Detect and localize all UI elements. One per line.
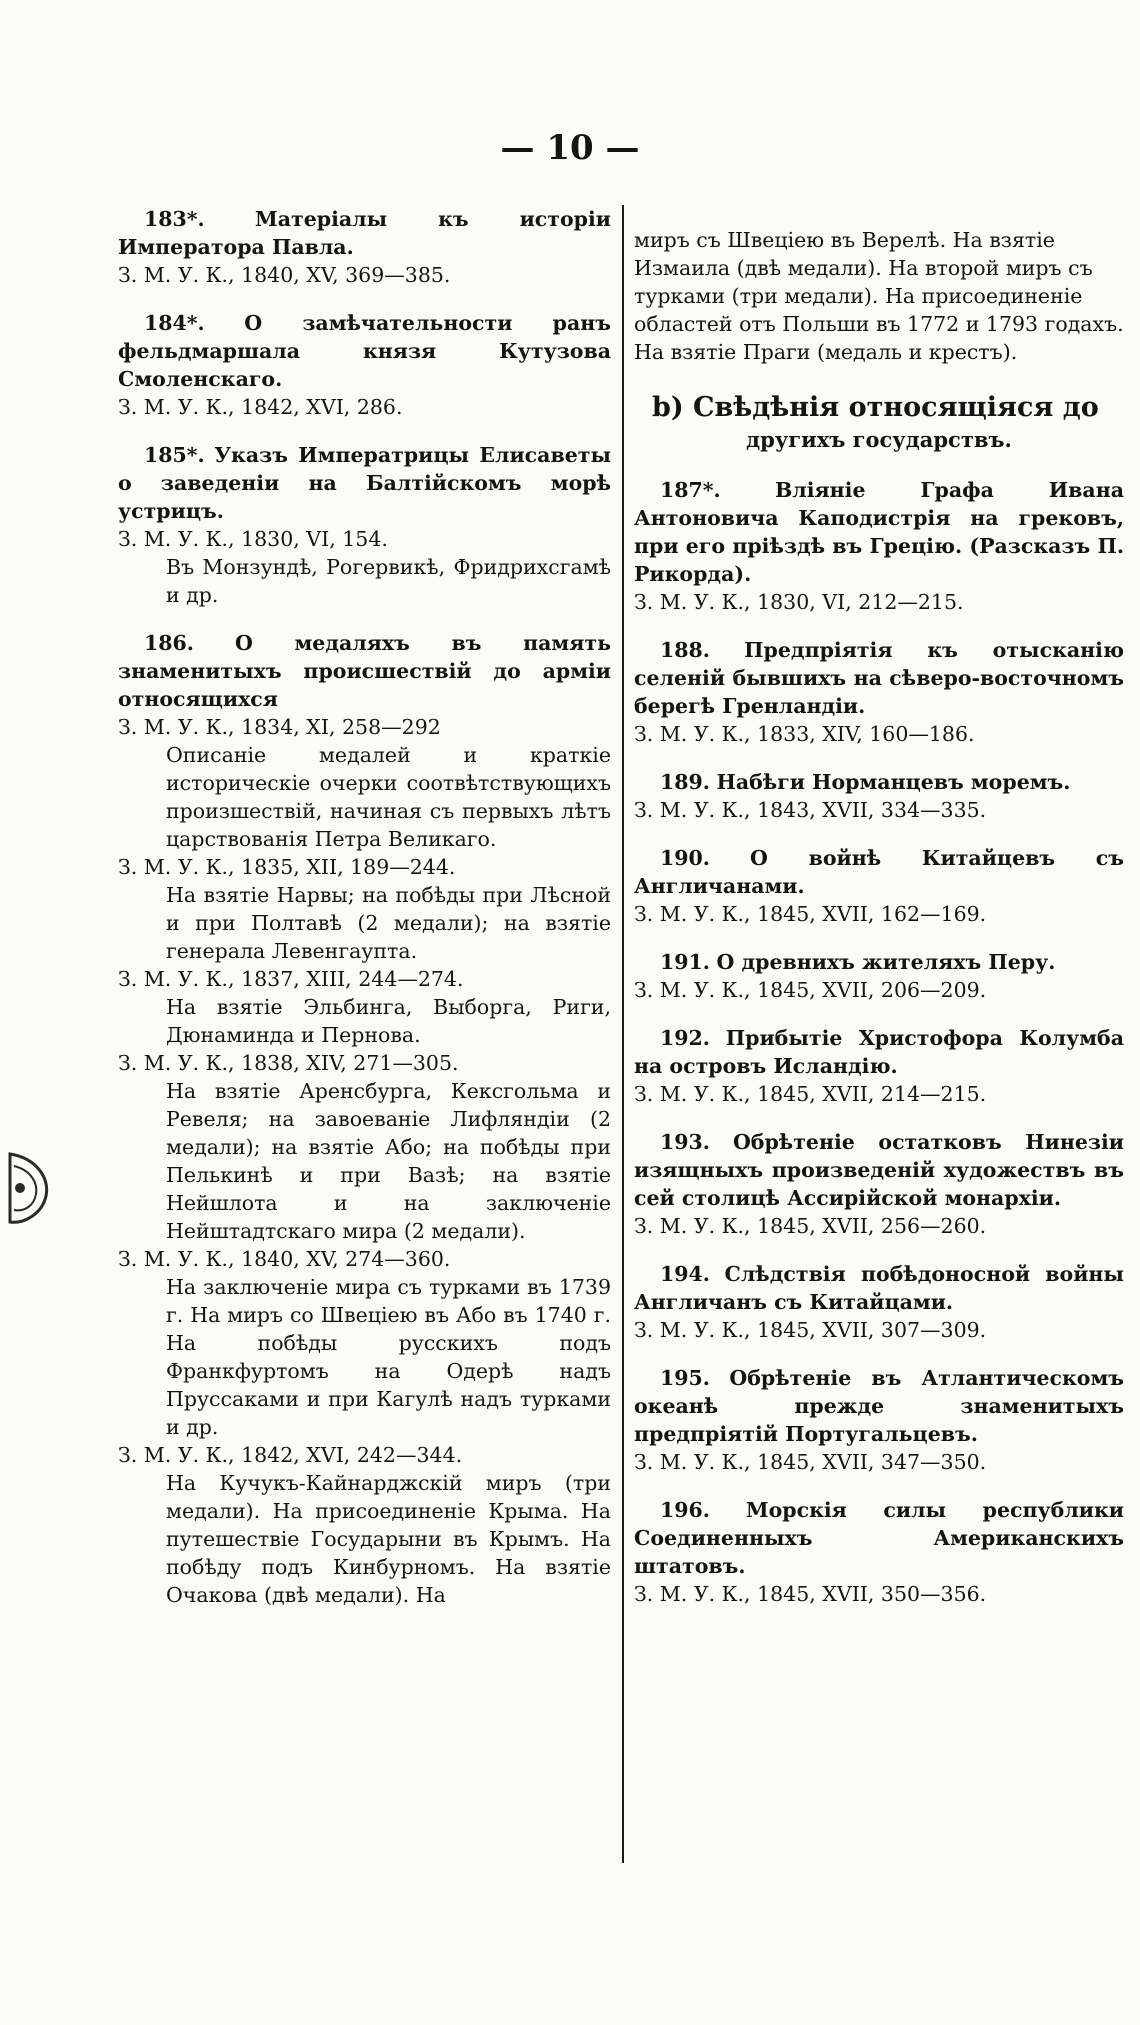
entry-note: На взятіе Нарвы; на побѣды при Лѣсной и при Полтавѣ (2 медали); на взятіе генерала Левенгаупта.: [166, 883, 611, 963]
section-header: b) Свѣдѣнія относящіяся до: [652, 391, 1099, 423]
entry-194: [634, 1260, 1124, 1344]
left-column: [118, 205, 611, 1629]
entry-number: 190.: [660, 845, 710, 870]
entry-196: [634, 1496, 1124, 1608]
entry-title: Обрѣтеніе остатковъ Нинезіи изящныхъ произведеній художествъ въ сей столицѣ Ассирійской монархіи.: [634, 1129, 1124, 1210]
entry-number: 194.: [660, 1261, 710, 1286]
entry-187: [634, 476, 1124, 616]
entry-number: 183*.: [144, 207, 205, 231]
entry-title: Прибытіе Христофора Колумба на островъ Исландію.: [634, 1025, 1124, 1078]
entry-188: [634, 636, 1124, 748]
entry-note: На заключеніе мира съ турками въ 1739 г. На миръ со Швеціею въ Або въ 1740 г. На побѣды русскихъ подъ Франкфуртомъ на Одерѣ надъ Пруссаками и при Кагулѣ надъ турками и др.: [166, 1275, 611, 1439]
entry-number: 189.: [660, 769, 710, 794]
entry-reference: З. М. У. К., 1834, XI, 258—292: [118, 715, 441, 739]
entry-reference: З. М. У. К., 1845, XVII, 350—356.: [634, 1581, 987, 1606]
entry-title: О медаляхъ въ память знаменитыхъ происшествій до арміи относящихся: [118, 631, 611, 711]
entry-title: О войнѣ Китайцевъ съ Англичанами.: [634, 845, 1124, 898]
entry-reference: З. М. У. К., 1833, XIV, 160—186.: [634, 721, 975, 746]
entry-number: 196.: [660, 1497, 710, 1522]
entry-number: 193.: [660, 1129, 710, 1154]
entry-number: 185*.: [144, 443, 205, 467]
entry-reference: З. М. У. К., 1830, VI, 212—215.: [634, 589, 964, 614]
continuation-text: миръ съ Швеціею въ Верелѣ. На взятіе Измаила (двѣ медали). На второй миръ съ турками (три медали). На присоединеніе областей отъ Польши въ 1772 и 1793 годахъ. На взятіе Праги (медаль и крестъ).: [634, 227, 1124, 364]
entry-title: О замѣчательности ранъ фельдмаршала князя Кутузова Смоленскаго.: [118, 311, 611, 391]
entry-183: [118, 205, 611, 289]
entry-number: 188.: [660, 637, 710, 662]
entry-title: О древнихъ жителяхъ Перу.: [716, 949, 1056, 974]
entry-title: Предпріятія къ отысканію селеній бывшихъ на сѣверо-восточномъ берегѣ Гренландіи.: [634, 637, 1124, 718]
entry-185: [118, 441, 611, 609]
entry-title: Слѣдствія побѣдоносной войны Англичанъ съ Китайцами.: [634, 1261, 1124, 1314]
entry-number: 184*.: [144, 311, 205, 335]
entry-193: [634, 1128, 1124, 1240]
right-column: [634, 205, 1124, 1628]
entry-reference: З. М. У. К., 1845, XVII, 256—260.: [634, 1213, 987, 1238]
entry-note: Въ Монзундѣ, Рогервикѣ, Фридрихсгамѣ и др.: [166, 555, 611, 607]
entry-reference: З. М. У. К., 1842, XVI, 286.: [118, 395, 403, 419]
entry-reference: З. М. У. К., 1845, XVII, 162—169.: [634, 901, 987, 926]
entry-number: 192.: [660, 1025, 710, 1050]
column-divider: [622, 205, 624, 1863]
entry-reference: З. М. У. К., 1840, XV, 274—360.: [118, 1247, 451, 1271]
entry-reference: З. М. У. К., 1845, XVII, 347—350.: [634, 1449, 987, 1474]
entry-reference: З. М. У. К., 1843, XVII, 334—335.: [634, 797, 987, 822]
entry-reference: З. М. У. К., 1845, XVII, 214—215.: [634, 1081, 987, 1106]
entry-reference: З. М. У. К., 1842, XVI, 242—344.: [118, 1443, 463, 1467]
entry-number: 195.: [660, 1365, 710, 1390]
entry-189: [634, 768, 1124, 824]
entry-title: Морскія силы республики Соединенныхъ Американскихъ штатовъ.: [634, 1497, 1124, 1578]
entry-title: Матеріалы къ исторіи Императора Павла.: [118, 207, 611, 259]
entry-number: 187*.: [660, 477, 721, 502]
library-stamp-fragment: [6, 1148, 54, 1228]
entry-190: [634, 844, 1124, 928]
section-subheader: другихъ государствъ.: [746, 426, 1012, 452]
entry-note: На взятіе Аренсбурга, Кексгольма и Ревеля; на завоеваніе Лифляндіи (2 медали); на взятіе Або; на побѣды при Пелькинѣ и при Вазѣ; на взятіе Нейшлота и на заключеніе Нейштадтскаго мира (2 медали).: [166, 1079, 611, 1243]
entry-number: 191.: [660, 949, 710, 974]
entry-184: [118, 309, 611, 421]
entry-reference: З. М. У. К., 1845, XVII, 206—209.: [634, 977, 987, 1002]
entry-title: Набѣги Норманцевъ моремъ.: [716, 769, 1071, 794]
entry-note: На взятіе Эльбинга, Выборга, Риги, Дюнаминда и Пернова.: [166, 995, 611, 1047]
entry-note: На Кучукъ-Кайнарджскій миръ (три медали). На присоединеніе Крыма. На путешествіе Государыни въ Крымъ. На побѣду подъ Кинбурномъ. На взятіе Очакова (двѣ медали). На: [166, 1471, 611, 1607]
entry-192: [634, 1024, 1124, 1108]
entry-number: 186.: [144, 631, 194, 655]
entry-reference: З. М. У. К., 1840, XV, 369—385.: [118, 263, 451, 287]
entry-reference: З. М. У. К., 1837, XIII, 244—274.: [118, 967, 464, 991]
page-number: — 10 —: [500, 128, 640, 168]
entry-title: Указъ Императрицы Елисаветы о заведеніи на Балтійскомъ морѣ устрицъ.: [118, 443, 611, 523]
entry-note: Описаніе медалей и краткіе историческіе очерки соотвѣтствующихъ произшествій, начиная съ первыхъ лѣтъ царствованія Петра Великаго.: [166, 743, 611, 851]
entry-title: Вліяніе Графа Ивана Антоновича Каподистрія на грековъ, при его пріѣздѣ въ Грецію. (Разсказъ П. Рикорда).: [634, 477, 1124, 586]
entry-191: [634, 948, 1124, 1004]
entry-reference: З. М. У. К., 1835, XII, 189—244.: [118, 855, 456, 879]
entry-reference: З. М. У. К., 1845, XVII, 307—309.: [634, 1317, 987, 1342]
entry-reference: З. М. У. К., 1838, XIV, 271—305.: [118, 1051, 459, 1075]
entry-186: [118, 629, 611, 1609]
entry-reference: З. М. У. К., 1830, VI, 154.: [118, 527, 388, 551]
entry-195: [634, 1364, 1124, 1476]
entry-title: Обрѣтеніе въ Атлантическомъ океанѣ прежде знаменитыхъ предпріятій Португальцевъ.: [634, 1365, 1124, 1446]
